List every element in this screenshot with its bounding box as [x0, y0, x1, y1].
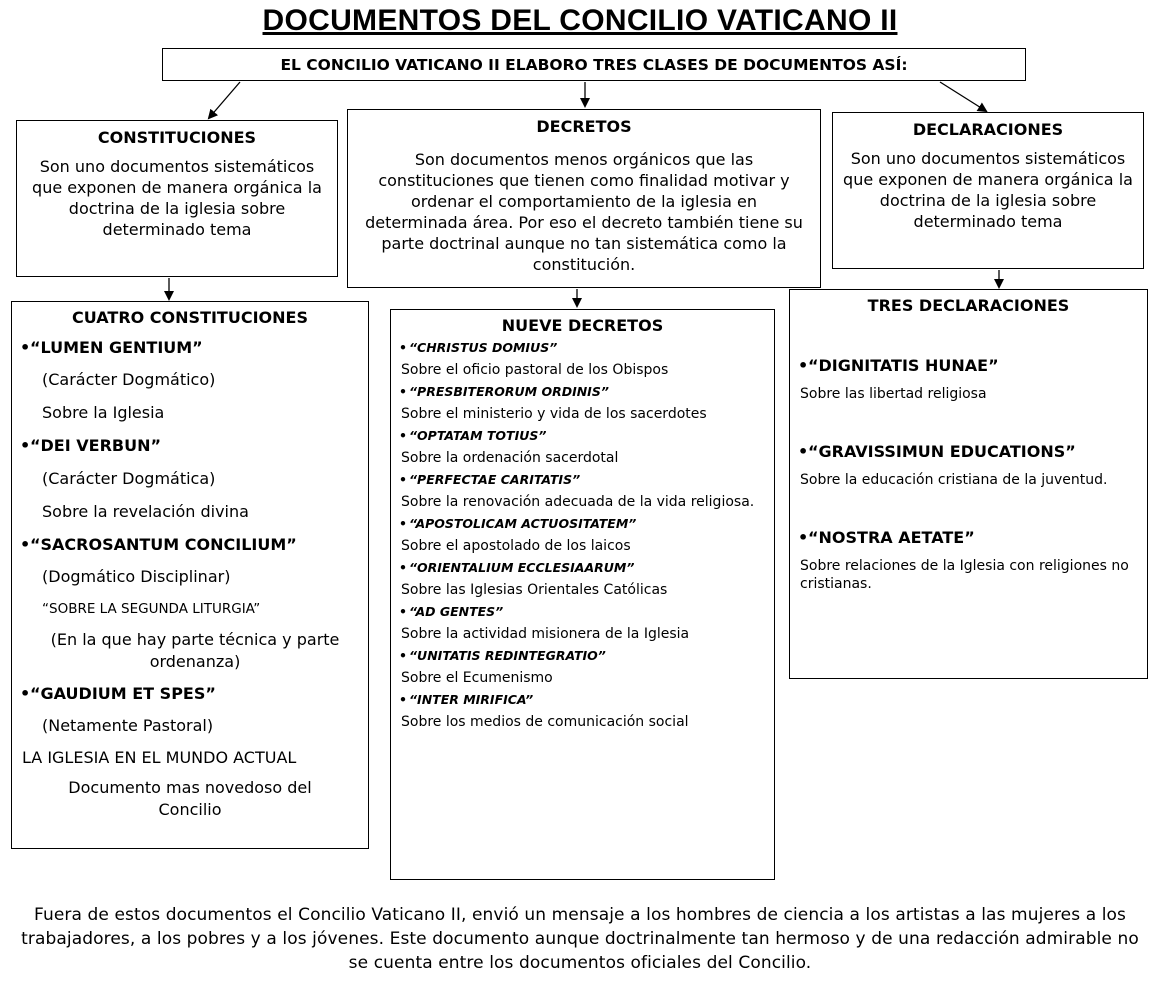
declaration-name: “NOSTRA AETATE” [808, 528, 975, 547]
constitution-note: (En la que hay parte técnica y parte ordenanza) [50, 630, 340, 671]
constitution-character: (Carácter Dogmático) [42, 370, 216, 389]
declaration-desc: Sobre relaciones de la Iglesia con religiones no cristianas. [800, 558, 1129, 592]
decretos-list [399, 339, 766, 731]
declaration-name: “DIGNITATIS HUNAE” [808, 356, 999, 375]
list-item: • “UNITATIS REDINTEGRATIO” Sobre el Ecumenismo [399, 647, 766, 687]
nueve-decretos-box [390, 309, 775, 880]
tres-declaraciones-heading: TRES DECLARACIONES [867, 296, 1070, 315]
constitution-subject: Sobre la revelación divina [42, 502, 249, 521]
list-item: •“DEI VERBUN” (Carácter Dogmática) Sobre la revelación divina [20, 435, 360, 523]
decree-desc: Sobre el apostolado de los laicos [401, 538, 631, 554]
constitution-character: (Netamente Pastoral) [42, 716, 214, 735]
list-item: • “PRESBITERORUM ORDINIS” Sobre el ministerio y vida de los sacerdotes [399, 383, 766, 423]
decree-desc: Sobre el ministerio y vida de los sacerdotes [401, 406, 707, 422]
decree-desc: Sobre el oficio pastoral de los Obispos [401, 362, 669, 378]
decree-desc: Sobre la renovación adecuada de la vida religiosa. [401, 494, 755, 510]
list-item: • “OPTATAM TOTIUS” Sobre la ordenación sacerdotal [399, 427, 766, 467]
list-item: •“DIGNITATIS HUNAE” Sobre las libertad religiosa [798, 355, 1139, 403]
list-item: • “INTER MIRIFICA” Sobre los medios de comunicación social [399, 691, 766, 731]
decree-name: “OPTATAM TOTIUS” [409, 428, 547, 443]
decree-desc: Sobre las Iglesias Orientales Católicas [401, 582, 668, 598]
decree-desc: Sobre la actividad misionera de la Iglesia [401, 626, 690, 642]
footer-text: Fuera de estos documentos el Concilio Vaticano II, envió un mensaje a los hombres de ciencia a los artistas a las mujeres a los trabajadores, a los pobres y a los jóvenes. Este documento aunque doctrinalmente tan hermoso y de una redacción admirable no se cuenta entre los documentos oficiales del Concilio. [21, 905, 1139, 973]
constitution-name: “DEI VERBUN” [30, 436, 161, 455]
list-item: • “AD GENTES” Sobre la actividad misionera de la Iglesia [399, 603, 766, 643]
subtitle-text: EL CONCILIO VATICANO II ELABORO TRES CLASES DE DOCUMENTOS ASÍ: [280, 55, 908, 74]
decree-name: “INTER MIRIFICA” [409, 692, 534, 707]
decree-desc: Sobre la ordenación sacerdotal [401, 450, 619, 466]
declaration-name: “GRAVISSIMUN EDUCATIONS” [808, 442, 1076, 461]
constitution-subject: “SOBRE LA SEGUNDA LITURGIA” [42, 601, 261, 617]
list-item: •“LUMEN GENTIUM” (Carácter Dogmático) Sobre la Iglesia [20, 337, 360, 424]
constitution-subject: LA IGLESIA EN EL MUNDO ACTUAL [22, 748, 297, 767]
constitution-character: (Dogmático Disciplinar) [42, 567, 231, 586]
list-item: • “APOSTOLICAM ACTUOSITATEM” Sobre el apostolado de los laicos [399, 515, 766, 555]
decree-name: “UNITATIS REDINTEGRATIO” [409, 648, 606, 663]
constitution-subject: Sobre la Iglesia [42, 403, 165, 422]
page-title: DOCUMENTOS DEL CONCILIO VATICANO II [262, 4, 898, 37]
cuatro-constituciones-heading: CUATRO CONSTITUCIONES [72, 308, 308, 327]
decree-name: “PRESBITERORUM ORDINIS” [409, 384, 609, 399]
tres-declaraciones-box [789, 289, 1148, 679]
subtitle-box [162, 48, 1026, 81]
list-item: • “PERFECTAE CARITATIS” Sobre la renovación adecuada de la vida religiosa. [399, 471, 766, 511]
decretos-heading: DECRETOS [536, 117, 632, 136]
declaraciones-box [832, 112, 1144, 269]
declaration-desc: Sobre la educación cristiana de la juventud. [800, 472, 1108, 488]
list-item: •“GAUDIUM ET SPES” (Netamente Pastoral) LA IGLESIA EN EL MUNDO ACTUAL Documento mas novedoso del Concilio [20, 683, 360, 821]
constituciones-text: Son uno documentos sistemáticos que exponen de manera orgánica la doctrina de la iglesia sobre determinado tema [32, 157, 322, 239]
declaraciones-text: Son uno documentos sistemáticos que exponen de manera orgánica la doctrina de la iglesia sobre determinado tema [843, 149, 1133, 231]
decree-desc: Sobre los medios de comunicación social [401, 714, 689, 730]
decree-name: “PERFECTAE CARITATIS” [409, 472, 581, 487]
decree-name: “AD GENTES” [409, 604, 504, 619]
cuatro-constituciones-box [11, 301, 369, 849]
arrow-to-declaraciones [940, 82, 986, 111]
decretos-box [347, 109, 821, 288]
list-item: • “ORIENTALIUM ECCLESIAARUM” Sobre las Iglesias Orientales Católicas [399, 559, 766, 599]
arrow-to-constituciones [209, 82, 240, 118]
constitution-character: (Carácter Dogmática) [42, 469, 216, 488]
constituciones-heading: CONSTITUCIONES [97, 128, 257, 147]
constitution-name: “SACROSANTUM CONCILIUM” [30, 535, 297, 554]
list-item: •“NOSTRA AETATE” Sobre relaciones de la Iglesia con religiones no cristianas. [798, 527, 1139, 593]
decree-name: “ORIENTALIUM ECCLESIAARUM” [409, 560, 635, 575]
decretos-text: Son documentos menos orgánicos que las constituciones que tienen como finalidad motivar y ordenar el comportamiento de la iglesia en determinada área. Por eso el decreto también tiene su parte doctrinal aunque no tan sistemática como la constitución. [365, 150, 803, 274]
list-item: • “CHRISTUS DOMIUS” Sobre el oficio pastoral de los Obispos [399, 339, 766, 379]
decree-name: “CHRISTUS DOMIUS” [409, 340, 558, 355]
constitution-name: “LUMEN GENTIUM” [30, 338, 203, 357]
declaration-desc: Sobre las libertad religiosa [800, 386, 987, 402]
decree-name: “APOSTOLICAM ACTUOSITATEM” [409, 516, 637, 531]
constitution-name: “GAUDIUM ET SPES” [30, 684, 216, 703]
nueve-decretos-heading: NUEVE DECRETOS [501, 316, 664, 335]
list-item: •“GRAVISSIMUN EDUCATIONS” Sobre la educación cristiana de la juventud. [798, 441, 1139, 489]
list-item: •“SACROSANTUM CONCILIUM” (Dogmático Disciplinar) “SOBRE LA SEGUNDA LITURGIA” (En la que hay parte técnica y parte ordenanza) [20, 534, 360, 673]
decree-desc: Sobre el Ecumenismo [401, 670, 553, 686]
constituciones-box [16, 120, 338, 277]
constitution-note: Documento mas novedoso del Concilio [68, 778, 312, 819]
declaraciones-heading: DECLARACIONES [912, 120, 1064, 139]
